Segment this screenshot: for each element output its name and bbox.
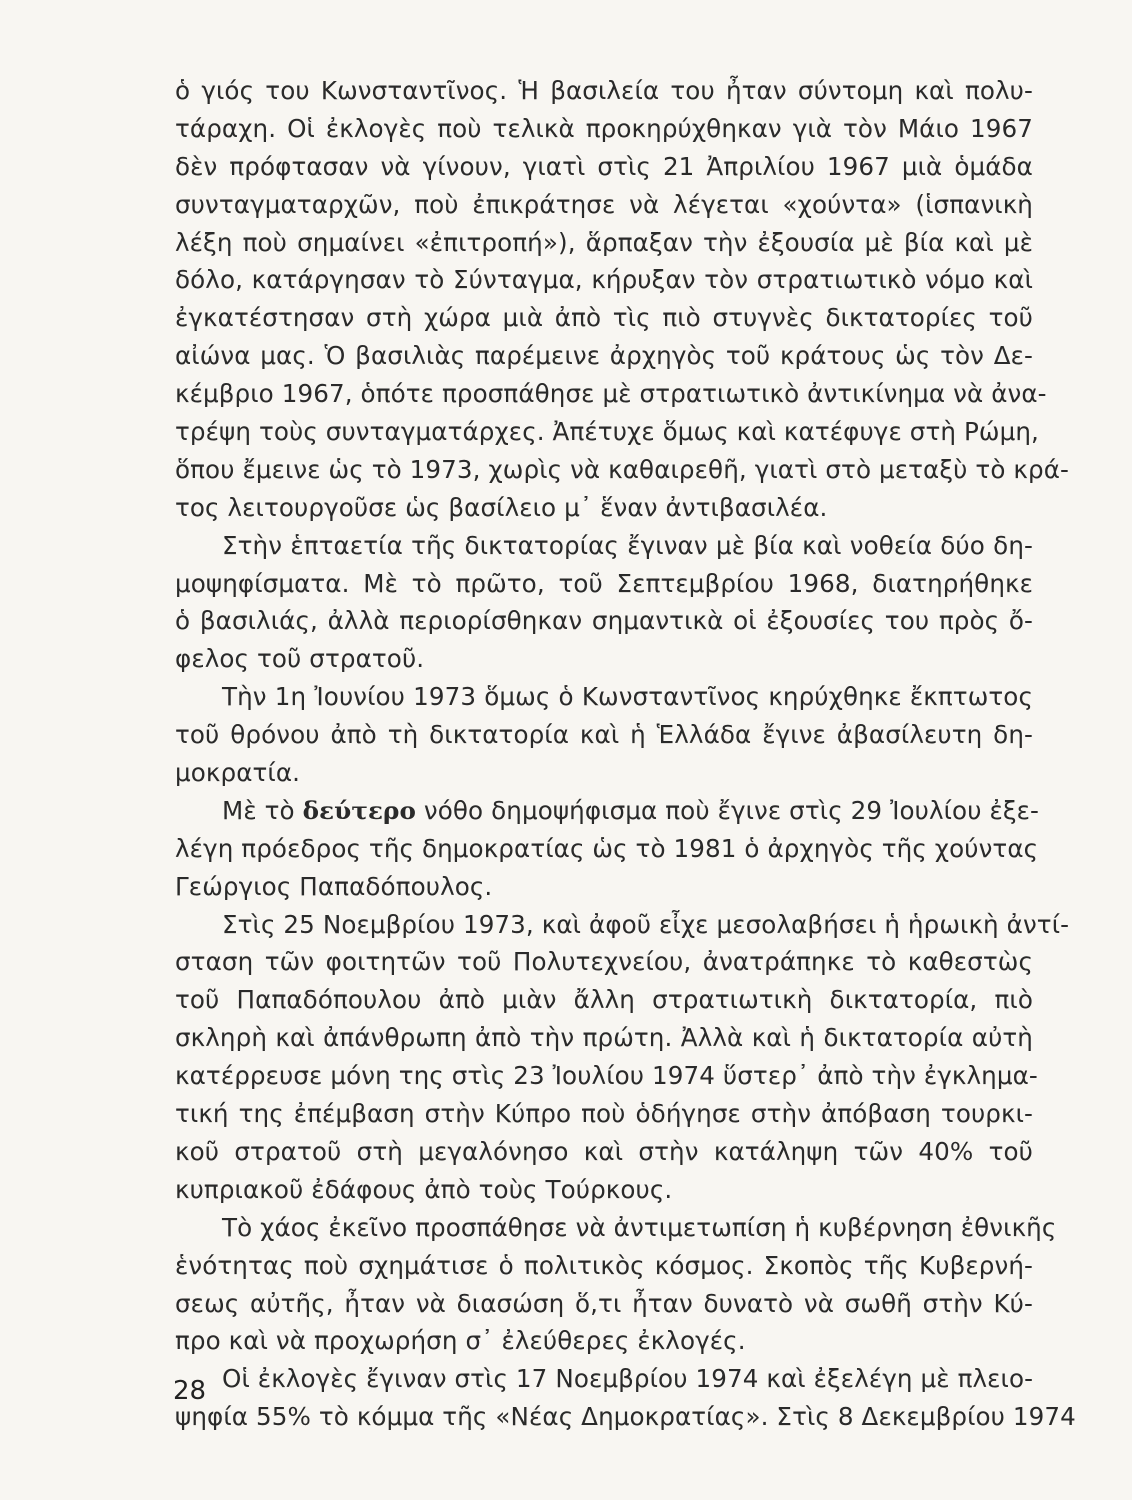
text-line: τική της ἐπέμβαση στὴν Κύπρο ποὺ ὁδήγησε στὴν ἀπόβαση τουρκι- bbox=[175, 1099, 1033, 1129]
text-line: δόλο, κατάργησαν τὸ Σύνταγμα, κήρυξαν τὸν στρατιωτικὸ νόμο καὶ bbox=[175, 265, 1033, 295]
text-line: σεως αὐτῆς, ἦταν νὰ διασώση ὅ,τι ἦταν δυνατὸ νὰ σωθῆ στὴν Κύ- bbox=[175, 1288, 1033, 1318]
text-line-rest: νόθο δημοψήφισμα ποὺ ἔγινε στὶς 29 Ἰουλίου ἐξε- bbox=[416, 795, 1040, 825]
text-line: Τὸ χάος ἐκεῖνο προσπάθησε νὰ ἀντιμετωπίση ἡ κυβέρνηση ἐθνικῆς bbox=[222, 1212, 1057, 1242]
page-number: 28 bbox=[173, 1376, 207, 1406]
text-line: αἰώνα μας. Ὁ βασιλιὰς παρέμεινε ἀρχηγὸς τοῦ κράτους ὡς τὸν Δε- bbox=[175, 341, 1033, 371]
text-line bbox=[175, 792, 1040, 830]
text-line: ὁ γιός του Κωνσταντῖνος. Ἡ βασιλεία του ἦταν σύντομη καὶ πολυ- bbox=[175, 76, 1033, 105]
text-line: λέγη πρόεδρος τῆς δημοκρατίας ὡς τὸ 1981 ὁ ἀρχηγὸς τῆς χούντας bbox=[175, 833, 1039, 863]
text-line: σταση τῶν φοιτητῶν τοῦ Πολυτεχνείου, ἀνατράπηκε τὸ καθεστὼς bbox=[175, 947, 1033, 977]
text-line: συνταγματαρχῶν, ποὺ ἐπικράτησε νὰ λέγεται «χούντα» (ἱσπανικὴ bbox=[175, 189, 1033, 219]
text-line: Στὶς 25 Νοεμβρίου 1973, καὶ ἀφοῦ εἶχε μεσολαβήσει ἡ ἡρωικὴ ἀντί- bbox=[222, 909, 1070, 939]
text-line: Γεώργιος Παπαδόπουλος. bbox=[175, 871, 493, 901]
text-line: φελος τοῦ στρατοῦ. bbox=[175, 644, 425, 674]
text-line: προ καὶ νὰ προχωρήση σ᾽ ἐλεύθερες ἐκλογές. bbox=[175, 1326, 746, 1356]
text-line: ἑνότητας ποὺ σχημάτισε ὁ πολιτικὸς κόσμος. Σκοπὸς τῆς Κυβερνή- bbox=[175, 1250, 1033, 1280]
text-line: ὅπου ἔμεινε ὡς τὸ 1973, χωρὶς νὰ καθαιρεθῆ, γιατὶ στὸ μεταξὺ τὸ κρά- bbox=[175, 454, 1069, 484]
text-line: τάραχη. Οἱ ἐκλογὲς ποὺ τελικὰ προκηρύχθηκαν γιὰ τὸν Μάιο 1967 bbox=[175, 113, 1033, 143]
text-line: ἐγκατέστησαν στὴ χώρα μιὰ ἀπὸ τὶς πιὸ στυγνὲς δικτατορίες τοῦ bbox=[175, 303, 1033, 333]
text-line: σκληρὴ καὶ ἀπάνθρωπη ἀπὸ τὴν πρώτη. Ἀλλὰ καὶ ἡ δικτατορία αὐτὴ bbox=[175, 1023, 1033, 1053]
text-line: κοῦ στρατοῦ στὴ μεγαλόνησο καὶ στὴν κατάληψη τῶν 40% τοῦ bbox=[175, 1136, 1033, 1166]
text-line: ψηφία 55% τὸ κόμμα τῆς «Νέας Δημοκρατίας». Στὶς 8 Δεκεμβρίου 1974 bbox=[175, 1402, 1076, 1432]
text-line: τοῦ θρόνου ἀπὸ τὴ δικτατορία καὶ ἡ Ἑλλάδα ἔγινε ἀβασίλευτη δη- bbox=[175, 720, 1033, 750]
text-line: Στὴν ἑπταετία τῆς δικτατορίας ἔγιναν μὲ βία καὶ νοθεία δύο δη- bbox=[222, 530, 1033, 560]
text-line: λέξη ποὺ σημαίνει «ἐπιτροπή»), ἅρπαξαν τὴν ἐξουσία μὲ βία καὶ μὲ bbox=[175, 227, 1033, 257]
text-line: δὲν πρόφτασαν νὰ γίνουν, γιατὶ στὶς 21 Ἀπριλίου 1967 μιὰ ὁμάδα bbox=[175, 151, 1033, 181]
text-line: ὁ βασιλιάς, ἀλλὰ περιορίσθηκαν σημαντικὰ οἱ ἐξουσίες του πρὸς ὄ- bbox=[175, 606, 1033, 636]
text-line: μοψηφίσματα. Μὲ τὸ πρῶτο, τοῦ Σεπτεμβρίου 1968, διατηρήθηκε bbox=[175, 568, 1033, 598]
bold-word: δεύτερο bbox=[302, 795, 416, 825]
text-line: Οἱ ἐκλογὲς ἔγιναν στὶς 17 Νοεμβρίου 1974 καὶ ἐξελέγη μὲ πλειο- bbox=[222, 1364, 1034, 1394]
text-line: τος λειτουργοῦσε ὡς βασίλειο μ᾽ ἕναν ἀντιβασιλέα. bbox=[175, 492, 828, 522]
text-line: κέμβριο 1967, ὁπότε προσπάθησε μὲ στρατιωτικὸ ἀντικίνημα νὰ ἀνα- bbox=[175, 379, 1047, 409]
text-line: μοκρατία. bbox=[175, 758, 301, 788]
body-text bbox=[175, 72, 1076, 1436]
text-line: κατέρρευσε μόνη της στὶς 23 Ἰουλίου 1974 ὕστερ᾽ ἀπὸ τὴν ἐγκλημα- bbox=[175, 1061, 1038, 1091]
text-line-start: Μὲ τὸ bbox=[222, 795, 303, 825]
text-line: τοῦ Παπαδόπουλου ἀπὸ μιὰν ἄλλη στρατιωτικὴ δικτατορία, πιὸ bbox=[175, 985, 1033, 1015]
text-line: Τὴν 1η Ἰουνίου 1973 ὅμως ὁ Κωνσταντῖνος κηρύχθηκε ἔκπτωτος bbox=[222, 682, 1033, 712]
text-line: τρέψη τοὺς συνταγματάρχες. Ἀπέτυχε ὅμως καὶ κατέφυγε στὴ Ρώμη, bbox=[175, 417, 1039, 447]
text-line: κυπριακοῦ ἐδάφους ἀπὸ τοὺς Τούρκους. bbox=[175, 1174, 673, 1204]
